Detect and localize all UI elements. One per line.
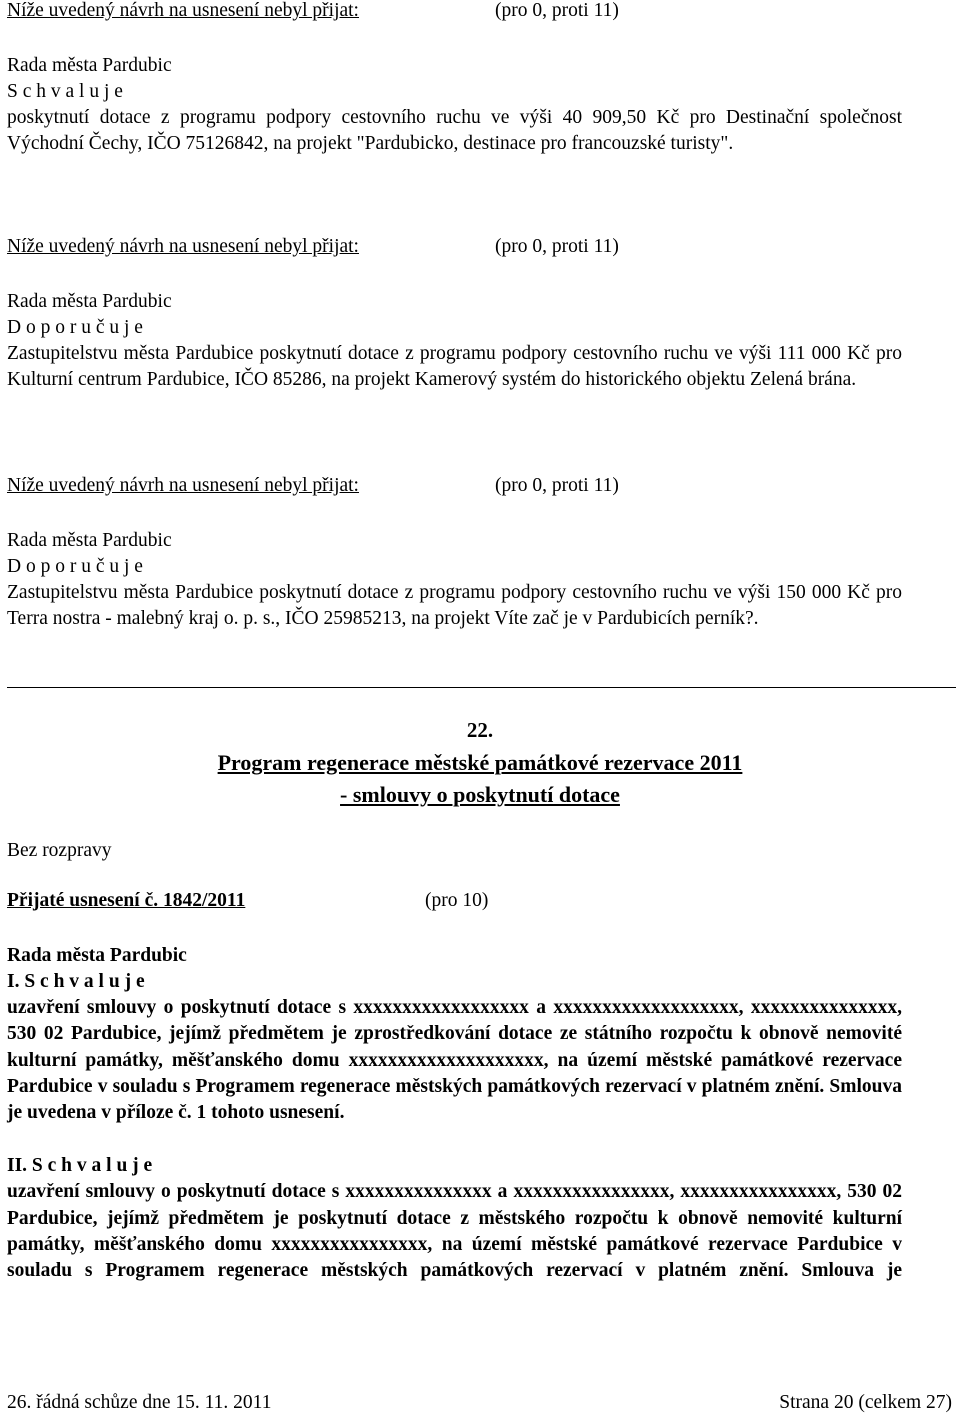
proposal-header: Níže uvedený návrh na usnesení nebyl přijat: xyxy=(7,0,359,21)
proposal-header: Níže uvedený návrh na usnesení nebyl přijat: xyxy=(7,236,359,257)
no-discussion-note: Bez rozpravy xyxy=(7,840,112,861)
council-name: Rada města Pardubic xyxy=(7,944,187,966)
resolution-verb: D o p o r u č u j e xyxy=(7,316,143,338)
proposal-text: Zastupitelstvu města Pardubice poskytnutí dotace z programu podpory cestovního ruchu ve výši 150 000 Kč pro Terra nostra - malebný kraj o. p. s., IČO 25985213, na projekt Víte zač je v Pardubicích perník?. xyxy=(7,582,902,630)
agenda-number: 22. xyxy=(466,718,494,742)
proposal-header-row xyxy=(7,0,902,26)
part2-text: uzavření smlouvy o poskytnutí dotace s xxxxxxxxxxxxxxx a xxxxxxxxxxxxxxxx, xxxxxxxxxxxxxxxx, 530 02 Pardubice, jejímž předmětem je poskytnutí dotace z městského rozpočtu k obnově nemovité kulturní památky, měšťanského domu xxxxxxxxxxxxxxxx, na území městské památkové rezervace Pardubice v souladu s Programem regenerace městských památkových rezervací v platném znění. Smlouva je xyxy=(7,1181,902,1282)
vote-count: (pro 0, proti 11) xyxy=(495,0,619,21)
proposal-header-row xyxy=(7,475,902,501)
proposal-header-row xyxy=(7,236,902,262)
council-name: Rada města Pardubic xyxy=(7,529,172,551)
resolution-label: Přijaté usnesení č. 1842/2011 xyxy=(7,890,246,911)
part1-verb: I. S c h v a l u j e xyxy=(7,970,145,992)
part1-text: uzavření smlouvy o poskytnutí dotace s xxxxxxxxxxxxxxxxxx a xxxxxxxxxxxxxxxxxxx, xxxxxxxxxxxxxxx, 530 02 Pardubice, jejímž předmětem je zprostředkování dotace ze státního rozpočtu k obnově nemovité kulturní památky, měšťanského domu xxxxxxxxxxxxxxxxxxxx, na území městské památkové rezervace Pardubice v souladu s Programem regenerace městských památkových rezervací v platném znění. Smlouva je uvedena v příloze č. 1 tohoto usnesení. xyxy=(7,997,902,1124)
resolution-header-row xyxy=(7,890,902,916)
rejected-proposal-2 xyxy=(7,236,902,394)
rejected-proposal-1 xyxy=(7,0,902,158)
footer-page-number: Strana 20 (celkem 27) xyxy=(779,1392,952,1413)
resolution-verb: D o p o r u č u j e xyxy=(7,555,143,577)
agenda-subtitle: - smlouvy o poskytnutí dotace xyxy=(340,782,620,807)
council-name: Rada města Pardubic xyxy=(7,290,172,312)
proposal-text: poskytnutí dotace z programu podpory cestovního ruchu ve výši 40 909,50 Kč pro Destinační společnost Východní Čechy, IČO 75126842, na projekt "Pardubicko, destinace pro francouzské turisty". xyxy=(7,107,902,155)
agenda-title: Program regenerace městské památkové rezervace 2011 xyxy=(217,750,743,775)
rejected-proposal-3 xyxy=(7,475,902,633)
agenda-note xyxy=(7,838,902,864)
council-name: Rada města Pardubic xyxy=(7,54,172,76)
resolution-verb: S c h v a l u j e xyxy=(7,80,123,102)
proposal-text: Zastupitelstvu města Pardubice poskytnutí dotace z programu podpory cestovního ruchu ve výši 111 000 Kč pro Kulturní centrum Pardubice, IČO 85286, na projekt Kamerový systém do historického objektu Zelená brána. xyxy=(7,343,902,391)
proposal-header: Níže uvedený návrh na usnesení nebyl přijat: xyxy=(7,475,359,496)
vote-count: (pro 0, proti 11) xyxy=(495,475,619,496)
footer-meeting: 26. řádná schůze dne 15. 11. 2011 xyxy=(7,1392,272,1413)
part2-verb: II. S c h v a l u j e xyxy=(7,1154,153,1176)
section-divider xyxy=(7,687,956,688)
adopted-resolution xyxy=(7,890,902,1284)
vote-count: (pro 0, proti 11) xyxy=(495,236,619,257)
resolution-vote: (pro 10) xyxy=(425,890,489,911)
